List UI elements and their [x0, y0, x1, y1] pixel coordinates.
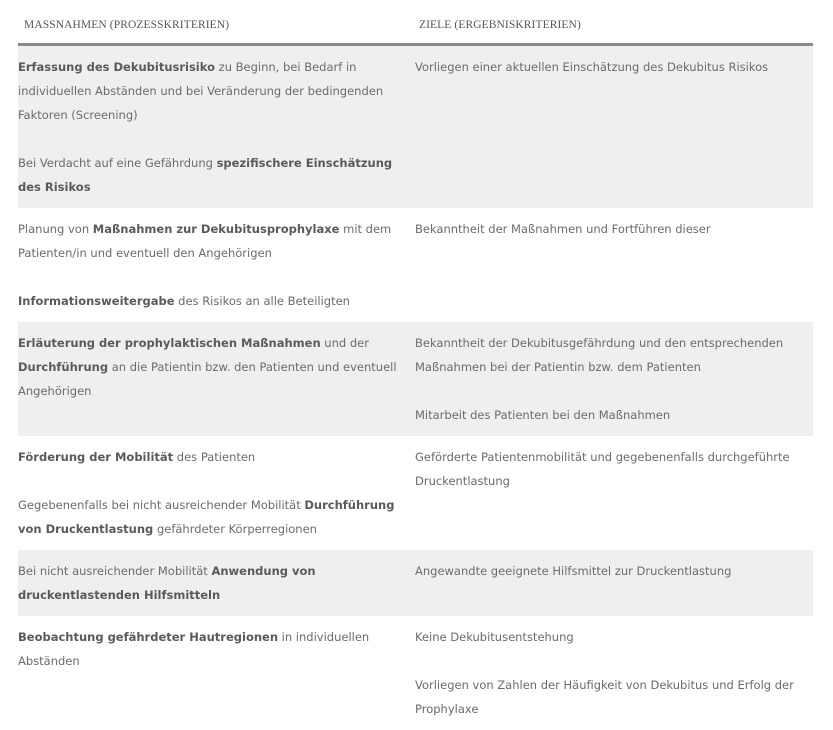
table-row	[18, 208, 813, 322]
text-segment: Vorliegen von Zahlen der Häufigkeit von Dekubitus und Erfolg der Prophylaxe	[415, 678, 794, 716]
emphasis-text: Informationsweitergabe	[18, 294, 175, 308]
measure-cell	[18, 331, 415, 427]
text-segment: Bei nicht ausreichender Mobilität	[18, 564, 212, 578]
measure-cell	[18, 55, 415, 199]
table-row	[18, 436, 813, 550]
text-segment: zu Beginn, bei Bedarf in individuellen Abständen und bei Veränderung der bedingenden Faktoren (Screening)	[18, 60, 384, 122]
emphasis-text: Beobachtung gefährdeter Hautregionen	[18, 630, 279, 644]
header-goals: ZIELE (ERGEBNISKRITERIEN)	[419, 18, 581, 31]
text-segment: an die Patientin bzw. den Patienten und eventuell Angehörigen	[18, 360, 397, 398]
text-segment: Bei Verdacht auf eine Gefährdung	[18, 156, 217, 170]
cell-paragraph	[415, 625, 801, 649]
text-segment: Geförderte Patientenmobilität und gegebenenfalls durchgeführte Druckentlastung	[415, 450, 790, 488]
cell-paragraph	[415, 217, 801, 241]
cell-paragraph	[18, 217, 415, 265]
cell-paragraph	[415, 673, 801, 721]
goal-cell	[415, 217, 801, 313]
text-segment: und der	[320, 336, 369, 350]
goal-cell	[415, 445, 801, 541]
text-segment: Mitarbeit des Patienten bei den Maßnahmen	[415, 408, 671, 422]
emphasis-text: Maßnahmen zur Dekubitusprophylaxe	[92, 222, 340, 236]
cell-paragraph	[18, 493, 415, 541]
cell-paragraph	[18, 151, 415, 199]
text-segment: mit dem Patienten/in und eventuell den Angehörigen	[18, 222, 392, 260]
emphasis-text: Durchführung	[18, 360, 109, 374]
text-segment: des Patienten	[173, 450, 256, 464]
cell-paragraph	[415, 559, 801, 583]
text-segment: Angewandte geeignete Hilfsmittel zur Druckentlastung	[415, 564, 732, 578]
header-measures: MASSNAHMEN (PROZESSKRITERIEN)	[24, 18, 230, 31]
emphasis-text: Förderung der Mobilität	[18, 450, 174, 464]
measure-cell	[18, 625, 415, 721]
table-row	[18, 616, 813, 730]
text-segment: Vorliegen einer aktuellen Einschätzung des Dekubitus Risikos	[415, 60, 769, 74]
emphasis-text: Erläuterung der prophylaktischen Maßnahmen	[18, 336, 321, 350]
goal-cell	[415, 559, 801, 607]
table-body	[18, 46, 813, 730]
goal-cell	[415, 331, 801, 427]
table-row	[18, 46, 813, 208]
cell-paragraph	[18, 331, 415, 403]
table-header	[18, 0, 813, 46]
table-row	[18, 550, 813, 616]
text-segment: gefährdeter Körperregionen	[153, 522, 317, 536]
text-segment: Bekanntheit der Maßnahmen und Fortführen dieser	[415, 222, 711, 236]
cell-paragraph	[18, 559, 415, 607]
criteria-table	[18, 0, 813, 730]
goal-cell	[415, 625, 801, 721]
text-segment: Planung von	[18, 222, 93, 236]
cell-paragraph	[18, 625, 415, 673]
emphasis-text: Erfassung des Dekubitusrisiko	[18, 60, 215, 74]
cell-paragraph	[415, 331, 801, 379]
text-segment: Gegebenenfalls bei nicht ausreichender Mobilität	[18, 498, 305, 512]
goal-cell	[415, 55, 801, 199]
measure-cell	[18, 445, 415, 541]
measure-cell	[18, 217, 415, 313]
cell-paragraph	[415, 403, 801, 427]
emphasis-text: Durchführung von Druckentlastung	[18, 498, 395, 536]
text-segment: Keine Dekubitusentstehung	[415, 630, 574, 644]
cell-paragraph	[18, 55, 415, 127]
text-segment: in individuellen Abständen	[18, 630, 370, 668]
cell-paragraph	[415, 55, 801, 79]
cell-paragraph	[18, 445, 415, 469]
text-segment: Bekanntheit der Dekubitusgefährdung und den entsprechenden Maßnahmen bei der Patientin bzw. dem Patienten	[415, 336, 784, 374]
measure-cell	[18, 559, 415, 607]
emphasis-text: spezifischere Einschätzung des Risikos	[18, 156, 393, 194]
cell-paragraph	[415, 445, 801, 493]
cell-paragraph	[18, 289, 415, 313]
text-segment: des Risikos an alle Beteiligten	[174, 294, 350, 308]
emphasis-text: Anwendung von druckentlastenden Hilfsmitteln	[18, 564, 316, 602]
table-row	[18, 322, 813, 436]
